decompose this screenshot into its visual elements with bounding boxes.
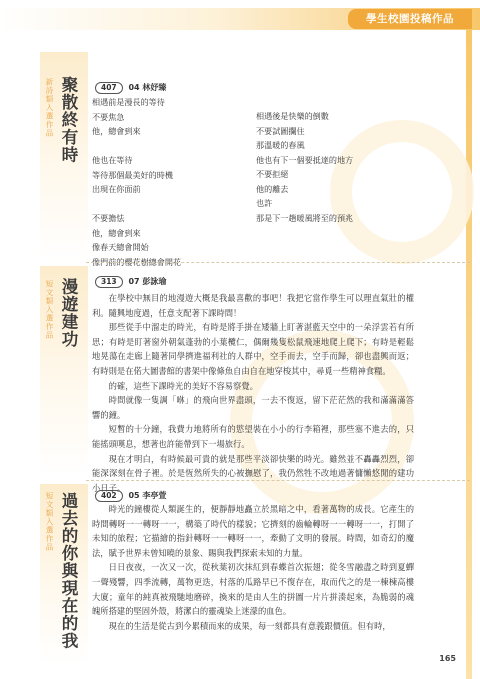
poem-line: 他，總會到來	[92, 227, 141, 238]
header-title: 學生校園投稿作品	[348, 9, 472, 29]
poem-line: 不要拒絕	[256, 169, 289, 179]
section-title: 聚散終有時	[59, 76, 78, 164]
poem-line: 他也有下一個要抵達的地方	[256, 154, 354, 165]
essay-paragraph: 的確，這些下課時光的美好不容易察覺。	[108, 380, 258, 391]
poem-line: 那是下一趟暖風將至的預兆	[256, 212, 354, 223]
entry-meta	[95, 276, 166, 288]
essay-body	[92, 291, 414, 495]
section-divider	[86, 480, 470, 481]
entry-number-badge: 407	[95, 82, 123, 94]
author-label: 07 彭詠瑜	[128, 277, 167, 286]
essay-paragraph: 短暫的十分鐘，我費力地將所有的慾望裝在小小的行李箱裡，那些塞不進去的，只能搖頭嘆息，想著也許能帶到下一場旅行。	[92, 424, 414, 449]
category-label: 新詩類入選作品	[45, 78, 54, 138]
poem-line: 也許	[256, 198, 273, 208]
right-decor-bar	[466, 30, 472, 679]
poem-line	[92, 139, 181, 154]
poem-left-column	[92, 95, 181, 269]
poem-line: 他也在等待	[92, 155, 133, 165]
poem-section	[40, 52, 450, 267]
essay-paragraph: 日日夜夜，一次又一次，從秋葉初次抹紅到春蝶首次振翅；從冬雪融盡之時到夏蟬一聲殘響，四季流轉，萬物更迭，村落的瓜路早已不復存在，取而代之的是一棟棟高樓大廈；童年的純真被飛馳地磨碎，換來的是由人生的拼圖一片片拼湊起來，為脆弱的魂魄所搭建的堅固外殼，將潔白的靈魂染上迷濛的血色。	[92, 562, 414, 617]
poem-line	[92, 197, 181, 212]
essay-paragraph: 現在的生活是從古到今累積而來的成果，每一刻都具有意義跟價值。但有時，	[108, 620, 391, 631]
poem-line: 等待那個最美好的時機	[92, 169, 173, 180]
category-label: 短文類入選作品	[45, 492, 54, 552]
author-label: 05 李亭萱	[128, 491, 167, 500]
poem-line: 他的離去	[256, 183, 289, 194]
poem-line: 不要試圖攔住	[256, 125, 305, 136]
poem-line: 不要焦急	[92, 111, 125, 122]
poem-right-column	[256, 109, 353, 225]
poem-line: 相遇前是漫長的等待	[92, 97, 165, 107]
page-number: 165	[439, 654, 456, 663]
author-label: 04 林妤臻	[128, 83, 167, 92]
poem-line: 出現在你面前	[92, 184, 141, 194]
poem-line: 那溫暖的春風	[256, 140, 305, 150]
essay-paragraph: 時光的鐘樓從人類誕生的，便靜靜地矗立於黑暗之中，看著萬物的成長。它產生的時間轉呀一一轉呀一一，構築了時代的樣貌；它擠刻的齒輪轉呀一一轉呀一一，打開了未知的旅程；它描繪的指針轉呀一一轉呀一一，牽動了文明的發展。時間，如奇幻的魔法，賦予世界未曾知曉的景象、賜與我們探索未知的力量。	[92, 504, 414, 558]
section-title: 過去的你與現在的我	[59, 492, 78, 650]
essay-paragraph: 時間就像一隻調「咻」的飛向世界盡頭，一去不復返，留下茫茫然的我和滿滿滿答響的鐘。	[92, 395, 414, 420]
poem-line: 像門前的櫻花樹總會開花	[92, 256, 182, 267]
entry-number-badge: 313	[95, 276, 123, 288]
poem-line: 他，總會到來	[92, 126, 141, 136]
essay-paragraph: 在學校中無目的地漫遊大概是我最喜歡的事吧！我把它當作學生可以理直氣壯的權利。隨興地度過，任意支配著下課時間！	[92, 293, 414, 318]
essay-paragraph: 那些從手中溜走的時光，有時是將手掛在矮牆上盯著湛藍天空中的一朵浮雲若有所思；有時是盯著窗外朝氣蓬勃的小葉欖仁，偶爾幾隻松鼠飛速地爬上爬下；有時是輕鬆地晃蕩在走廊上隨著同學擠進福利社的人群中，空手而去，空手而歸，卻也盡興而返；有時則是在偌大圖書館的書架中像條魚自由自在地穿梭其中，尋覓一些精神食糧。	[92, 322, 414, 376]
poem-line: 像春天總會開始	[92, 242, 149, 252]
category-label: 短文類入選作品	[45, 280, 54, 340]
entry-meta	[95, 490, 166, 502]
entry-meta	[95, 82, 166, 94]
section-title: 漫遊建功	[59, 278, 78, 348]
essay-paragraph: 現在才明白，有時候最可貴的就是那些平淡卻快樂的時光。雖然並不轟轟烈烈，卻能深深刻在骨子裡。於是恆然所失的心被撫慰了，我仍然牲不改地過著慵懶悠閒的建功小日子。	[92, 453, 414, 493]
poem-line: 相遇後是快樂的倒數	[256, 111, 329, 121]
essay-body	[92, 502, 414, 633]
poem-line: 不要擔怯	[92, 213, 125, 223]
section-divider	[86, 262, 470, 263]
entry-number-badge: 402	[95, 490, 123, 502]
